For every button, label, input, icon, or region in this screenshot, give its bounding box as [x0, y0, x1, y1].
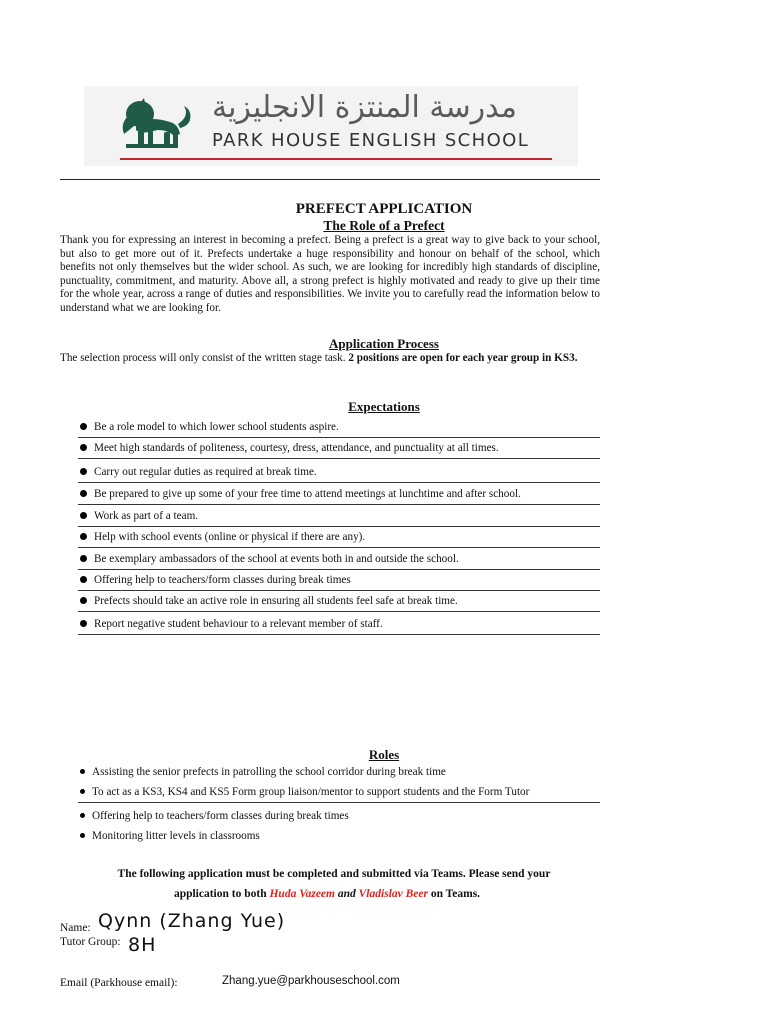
list-item-text: Report negative student behaviour to a relevant member of staff.: [94, 618, 383, 630]
list-item-text: Monitoring litter levels in classrooms: [92, 830, 260, 842]
school-logo: [84, 86, 578, 166]
page-subtitle: The Role of a Prefect: [323, 218, 445, 233]
bullet-icon: [80, 468, 87, 475]
process-text-bold: 2 positions are open for each year group in KS3.: [348, 352, 578, 364]
application-process-heading: Application Process: [329, 336, 439, 351]
list-item: [78, 510, 600, 527]
list-item: [78, 421, 600, 438]
list-item: [78, 574, 600, 591]
list-item-text: Work as part of a team.: [94, 510, 199, 522]
list-item: [78, 595, 600, 612]
logo-underline: [120, 158, 552, 160]
list-item-text: Offering help to teachers/form classes during break times: [92, 810, 349, 822]
list-item: [78, 786, 600, 803]
bullet-icon: [80, 576, 87, 583]
list-item-text: To act as a KS3, KS4 and KS5 Form group liaison/mentor to support students and the Form Tutor: [92, 786, 530, 798]
list-item: [78, 531, 600, 548]
process-text-regular: The selection process will only consist of the written stage task.: [60, 352, 346, 364]
list-item-text: Offering help to teachers/form classes during break times: [94, 574, 351, 586]
bullet-icon: [80, 423, 87, 430]
list-item: [78, 466, 600, 483]
submission-text-b: on Teams.: [430, 888, 481, 900]
list-item: [78, 830, 600, 846]
header-divider: [60, 179, 600, 180]
school-name: PARK HOUSE ENGLISH SCHOOL: [212, 130, 530, 151]
list-item: [78, 618, 600, 635]
contact-name-2: Vladislav Beer: [358, 888, 428, 900]
name-field[interactable]: Qynn (Zhang Yue): [98, 910, 286, 932]
roles-heading: Roles: [368, 747, 400, 762]
submission-note-line1: The following application must be completed and submitted via Teams. Please send your: [117, 868, 551, 880]
expectations-heading: Expectations: [348, 399, 420, 414]
tutor-group-field[interactable]: 8H: [128, 934, 157, 956]
list-item-text: Meet high standards of politeness, courtesy, dress, attendance, and punctuality at all times.: [94, 442, 499, 454]
bullet-icon: [80, 490, 87, 497]
bullet-icon: [80, 620, 87, 627]
intro-paragraph: Thank you for expressing an interest in becoming a prefect. Being a prefect is a great way to give back to your school, but also to get more out of it. Prefects undertake a huge responsibility and honour on behalf of the school, which benefits not only themselves but the wider school. As such, we are looking for incredibly high standards of discipline, punctuality, commitment, and maturity. Above all, a strong prefect is highly motivated and ready to give up their time for the whole year, across a range of duties and responsibilities. We invite you to carefully read the information below to understand what we are looking for.: [60, 234, 600, 314]
bullet-icon: [80, 533, 87, 540]
school-name-arabic: مدرسة المنتزة الانجليزية: [212, 90, 517, 125]
bullet-icon: [80, 512, 87, 519]
bullet-icon: [80, 769, 85, 774]
list-item: [78, 442, 600, 459]
bullet-icon: [80, 833, 85, 838]
bullet-icon: [80, 789, 85, 794]
list-item-text: Help with school events (online or physical if there are any).: [94, 531, 366, 543]
email-field[interactable]: Zhang.yue@parkhouseschool.com: [222, 975, 400, 987]
submission-note-line2: [0, 888, 711, 900]
page-title: PREFECT APPLICATION: [295, 201, 473, 217]
list-item-text: Be a role model to which lower school students aspire.: [94, 421, 339, 433]
submission-and: and: [337, 888, 356, 900]
bullet-icon: [80, 597, 87, 604]
bullet-icon: [80, 444, 87, 451]
bullet-icon: [80, 813, 85, 818]
list-item-text: Be prepared to give up some of your free time to attend meetings at lunchtime and after school.: [94, 488, 521, 500]
name-label: Name:: [60, 922, 91, 934]
list-item-text: Assisting the senior prefects in patrolling the school corridor during break time: [92, 766, 446, 778]
submission-text-a: application to both: [173, 888, 267, 900]
list-item-text: Prefects should take an active role in ensuring all students feel safe at break time.: [94, 595, 458, 607]
list-item: [78, 553, 600, 570]
application-process-text: [60, 352, 600, 366]
list-item: [78, 810, 600, 826]
lion-crest-icon: [118, 94, 198, 156]
contact-name-1: Huda Vazeem: [269, 888, 335, 900]
bullet-icon: [80, 555, 87, 562]
email-label: Email (Parkhouse email):: [60, 977, 178, 989]
list-item-text: Carry out regular duties as required at break time.: [94, 466, 317, 478]
list-item: [78, 488, 600, 505]
list-item-text: Be exemplary ambassadors of the school at events both in and outside the school.: [94, 553, 459, 565]
tutor-group-label: Tutor Group:: [60, 936, 121, 948]
list-item: [78, 766, 600, 782]
